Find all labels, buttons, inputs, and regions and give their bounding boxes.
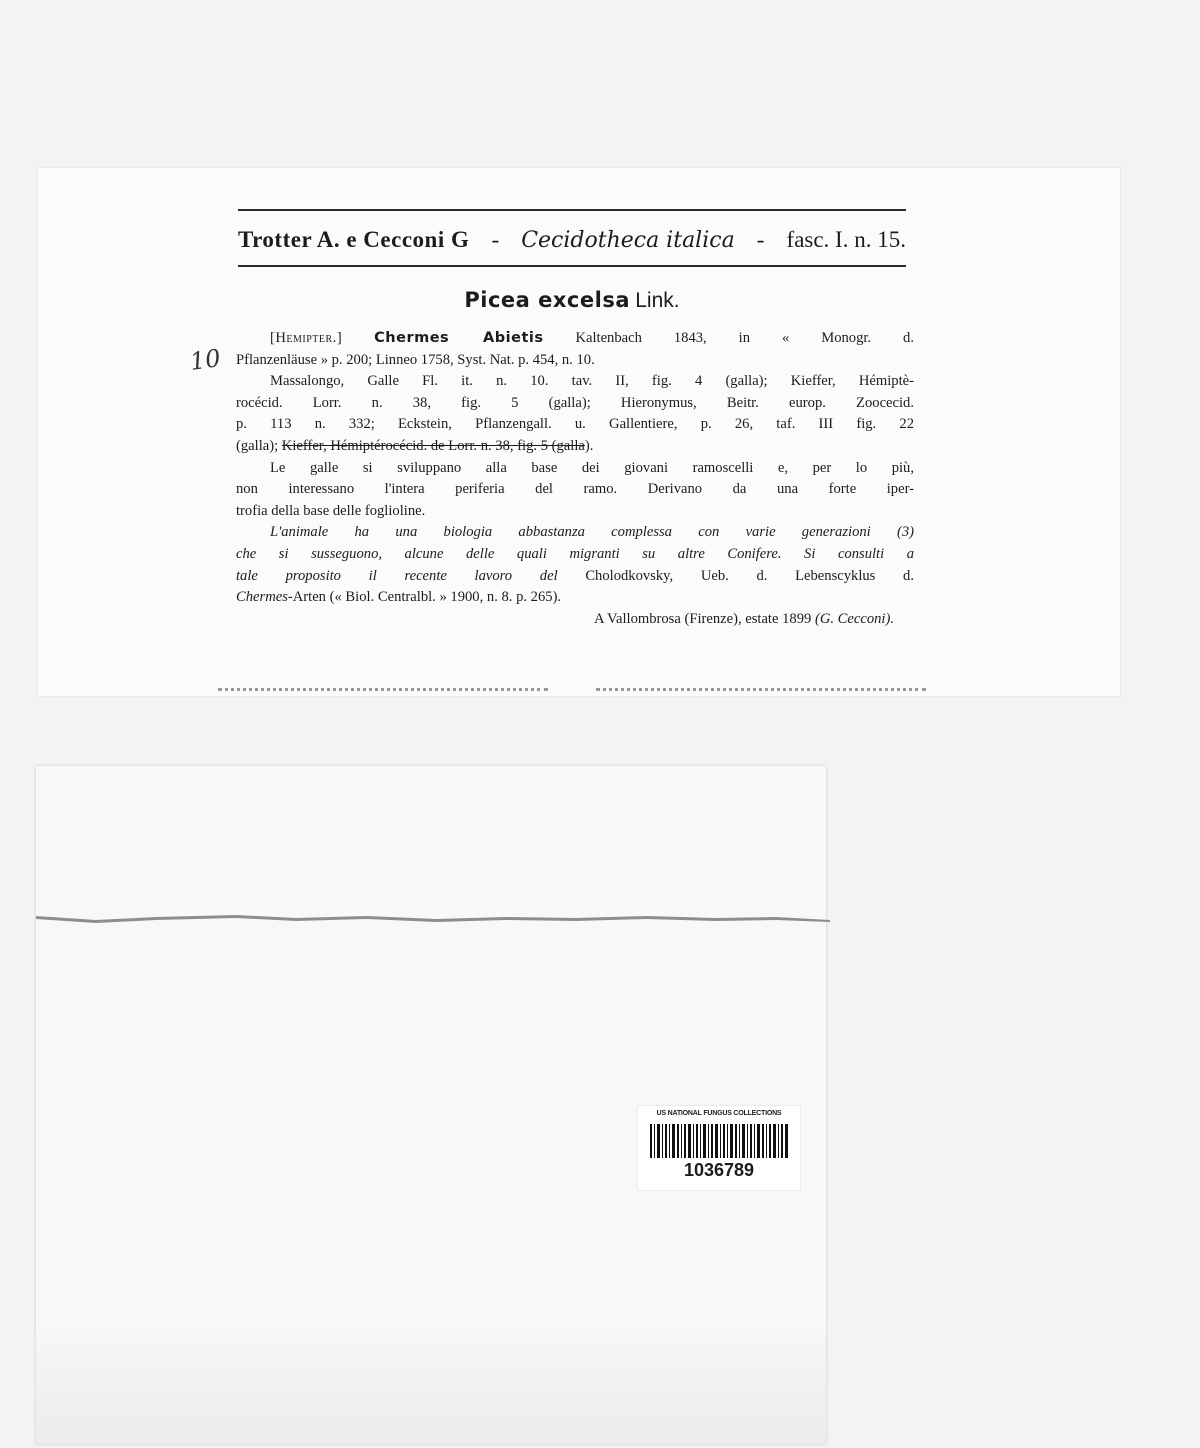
insect-order: [Hemipter.] [270,330,343,346]
para4-line1: L'animale ha una biologia abbastanza complessa con varie generazioni (3) [270,524,914,541]
barcode-sticker [638,1106,800,1190]
para2-line2: rocécid. Lorr. n. 38, fig. 5 (galla); Hieronymus, Beitr. europ. Zoocecid. [236,394,914,411]
label-bottom-rule [238,265,906,267]
para3-line3: trofia della base delle foglioline. [236,502,426,519]
catalog-number: 1036789 [683,1160,755,1180]
locality: A Vallombrosa (Firenze), estate 1899 [593,610,812,627]
handwritten-note: 10 [188,344,223,376]
para1-line1 [236,328,914,350]
envelope-flap-edge [36,912,830,930]
perforation-left [218,688,548,691]
para2-line1: Massalongo, Galle Fl. it. n. 10. tav. II, fig. 4 (galla); Kieffer, Hémiptè- [270,373,914,390]
para4-text: Cholodkovsky, Ueb. d. Lebenscyklus d. [585,567,914,584]
insect-name: Chermes Abietis [374,330,544,346]
label-fascicle: fasc. I. n. 15. [786,227,906,252]
para2-line4 [236,436,914,458]
envelope-fold-shadow [36,1320,826,1444]
para3-line1: Le galle si sviluppano alla base dei giovani ramoscelli e, per lo più, [270,459,914,476]
para4-italic: tale proposito il recente lavoro del [236,567,558,584]
label-authors: Trotter A. e Cecconi G [238,227,470,252]
host-species [238,288,906,313]
para4-line2: che si susseguono, alcune delle quali migranti su altre Conifere. Si consulti a [236,545,914,562]
para1-text: Kaltenbach 1843, in « Monogr. d. [575,330,914,346]
para2-text-end: ). [584,437,594,454]
label-top-rule [238,209,906,211]
collector: (G. Cecconi). [814,610,894,627]
para4-line3 [236,566,914,588]
host-species-author: Link. [635,289,680,312]
label-work-title: Cecidotheca italica [521,227,735,253]
para4-text-end: -Arten (« Biol. Centralbl. » 1900, n. 8. p. 265). [287,589,562,606]
perforation-right [596,688,926,691]
label-header [238,222,906,258]
genus-italic: Chermes [236,589,288,606]
label-body [236,328,914,630]
host-species-name: Picea excelsa [464,288,630,312]
para1-line2: Pflanzenläuse » p. 200; Linneo 1758, Syst. Nat. p. 454, n. 10. [236,351,595,368]
para3-line2: non interessano l'intera periferia del ramo. Derivano da una forte iper- [236,481,914,498]
locality-line [236,609,914,631]
para4-line4 [236,587,914,609]
para2-line3: p. 113 n. 332; Eckstein, Pflanzengall. u. Gallentiere, p. 26, taf. III fig. 22 [236,416,914,433]
collection-name: US NATIONAL FUNGUS COLLECTIONS [656,1110,782,1117]
header-dash: - [491,227,500,252]
header-dash: - [756,227,765,252]
struck-reference: Kieffer, Hémiptérocécid. de Lorr. n. 38, fig. 5 (galla [281,437,585,454]
barcode-icon [650,1124,788,1158]
para2-text: (galla); [236,437,279,454]
